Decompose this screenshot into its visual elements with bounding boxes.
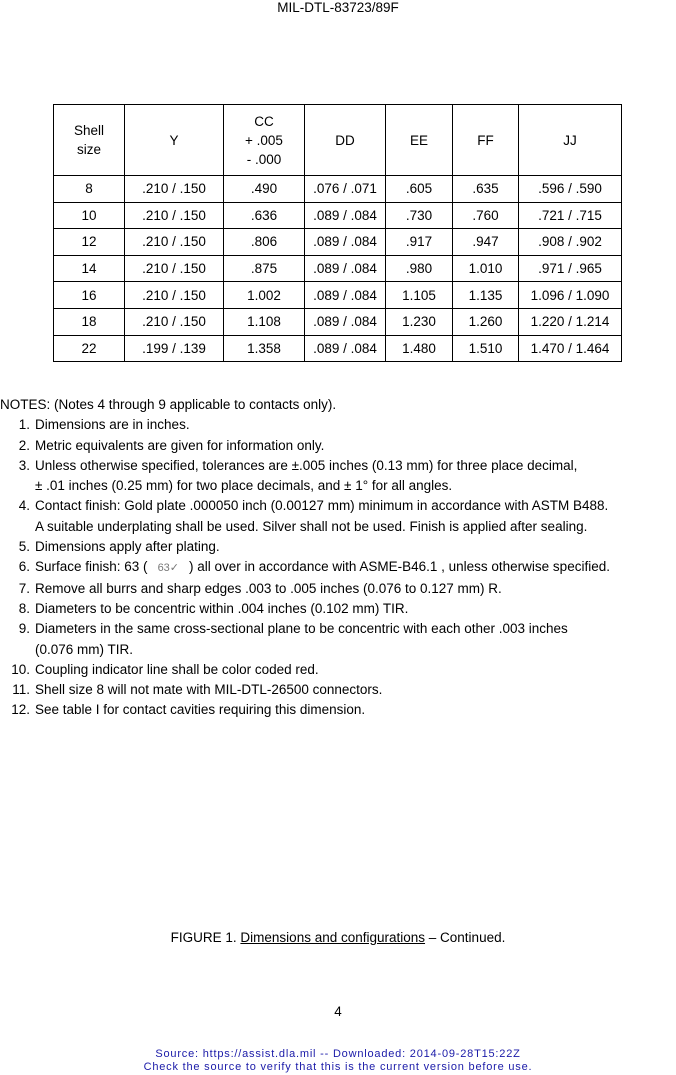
note-item bbox=[0, 537, 676, 557]
table-cell: .089 / .084 bbox=[305, 308, 386, 335]
note-text bbox=[35, 557, 610, 578]
page-number: 4 bbox=[334, 1004, 342, 1019]
table-row bbox=[54, 282, 622, 309]
table-cell: .199 / .139 bbox=[125, 335, 224, 362]
table-cell: 10 bbox=[54, 202, 125, 229]
note-item bbox=[0, 599, 676, 619]
note-item bbox=[0, 456, 676, 497]
note-continuation: (0.076 mm) TIR. bbox=[35, 641, 134, 657]
table-cell: .760 bbox=[453, 202, 519, 229]
figure-caption bbox=[0, 930, 676, 945]
dimensions-table bbox=[53, 104, 622, 362]
note-text: Coupling indicator line shall be color coded red. bbox=[35, 661, 319, 677]
table-row bbox=[54, 176, 622, 203]
column-header bbox=[453, 105, 519, 176]
note-text: Remove all burrs and sharp edges .003 to .005 inches (0.076 to 0.127 mm) R. bbox=[35, 580, 502, 596]
note-continuation: A suitable underplating shall be used. Silver shall not be used. Finish is applied after sealing. bbox=[35, 518, 588, 534]
table-cell: .730 bbox=[386, 202, 453, 229]
table-cell: 1.002 bbox=[224, 282, 305, 309]
table-cell: .490 bbox=[224, 176, 305, 203]
table-row bbox=[54, 229, 622, 256]
table-row bbox=[54, 308, 622, 335]
table-cell: 1.358 bbox=[224, 335, 305, 362]
table-cell: 1.108 bbox=[224, 308, 305, 335]
column-header bbox=[224, 105, 305, 176]
notes-heading: NOTES: (Notes 4 through 9 applicable to contacts only). bbox=[0, 397, 337, 412]
table-cell: 1.230 bbox=[386, 308, 453, 335]
note-continuation: ± .01 inches (0.25 mm) for two place decimals, and ± 1° for all angles. bbox=[35, 478, 453, 494]
table-cell: 1.220 / 1.214 bbox=[519, 308, 622, 335]
table-cell: .210 / .150 bbox=[125, 282, 224, 309]
table-row bbox=[54, 255, 622, 282]
table-cell: .210 / .150 bbox=[125, 176, 224, 203]
note-number: 9. bbox=[18, 621, 30, 637]
note-number: 3. bbox=[18, 457, 30, 473]
table-row bbox=[54, 202, 622, 229]
note-text: Metric equivalents are given for information only. bbox=[35, 437, 325, 453]
table-cell: .089 / .084 bbox=[305, 202, 386, 229]
table-row bbox=[54, 335, 622, 362]
note-text: Unless otherwise specified, tolerances are ±.005 inches (0.13 mm) for three place decimal, bbox=[35, 457, 578, 473]
column-header bbox=[125, 105, 224, 176]
table-cell: .908 / .902 bbox=[519, 229, 622, 256]
table-cell: .980 bbox=[386, 255, 453, 282]
document-id: MIL-DTL-83723/89F bbox=[277, 0, 399, 15]
column-header bbox=[54, 105, 125, 176]
note-number: 12. bbox=[11, 702, 30, 718]
note-text: Dimensions are in inches. bbox=[35, 417, 190, 433]
table-cell: .596 / .590 bbox=[519, 176, 622, 203]
header-text: FF bbox=[477, 132, 494, 148]
table-cell: .917 bbox=[386, 229, 453, 256]
header-text: Shell bbox=[73, 123, 105, 138]
table-cell: .721 / .715 bbox=[519, 202, 622, 229]
header-text: + .005 bbox=[245, 132, 283, 148]
header-text: Y bbox=[169, 132, 179, 148]
header-text: CC bbox=[254, 113, 274, 129]
note-item bbox=[0, 700, 676, 720]
table-cell: .076 / .071 bbox=[305, 176, 386, 203]
source-line: Source: https://assist.dla.mil -- Downloaded: 2014-09-28T15:22Z bbox=[155, 1048, 521, 1060]
note-number: 11. bbox=[12, 682, 30, 698]
note-item bbox=[0, 496, 676, 537]
caption-suffix: – Continued. bbox=[425, 930, 506, 945]
note-number: 8. bbox=[18, 600, 30, 616]
table-cell: 14 bbox=[54, 255, 125, 282]
note-item bbox=[0, 579, 676, 599]
table-cell: 22 bbox=[54, 335, 125, 362]
header-text: EE bbox=[409, 132, 428, 148]
note-number: 10. bbox=[11, 661, 30, 677]
caption-prefix: FIGURE 1. bbox=[170, 930, 241, 945]
column-header bbox=[386, 105, 453, 176]
table-cell: 1.260 bbox=[453, 308, 519, 335]
verify-line: Check the source to verify that this is the current version before use. bbox=[143, 1061, 533, 1073]
table-cell: .089 / .084 bbox=[305, 335, 386, 362]
note-number: 5. bbox=[18, 539, 30, 555]
table-cell: 1.105 bbox=[386, 282, 453, 309]
table-cell: .210 / .150 bbox=[125, 229, 224, 256]
note-item bbox=[0, 680, 676, 700]
note-text: Diameters in the same cross-sectional plane to be concentric with each other .003 inches bbox=[35, 621, 568, 637]
table-cell: .210 / .150 bbox=[125, 202, 224, 229]
note-number: 7. bbox=[18, 580, 30, 596]
note-item bbox=[0, 436, 676, 456]
table-cell: .875 bbox=[224, 255, 305, 282]
table-cell: 1.510 bbox=[453, 335, 519, 362]
table-cell: 18 bbox=[54, 308, 125, 335]
table-cell: .089 / .084 bbox=[305, 282, 386, 309]
note-number: 2. bbox=[18, 437, 30, 453]
note-number: 4. bbox=[18, 498, 30, 514]
note-text-pre: Surface finish: 63 ( bbox=[35, 559, 148, 575]
table-cell: .635 bbox=[453, 176, 519, 203]
note-number: 6. bbox=[18, 559, 30, 575]
column-header bbox=[519, 105, 622, 176]
note-item bbox=[0, 660, 676, 680]
note-text: Shell size 8 will not mate with MIL-DTL-26500 connectors. bbox=[35, 682, 383, 698]
table-cell: 1.135 bbox=[453, 282, 519, 309]
note-text: Dimensions apply after plating. bbox=[35, 539, 220, 555]
table-cell: .947 bbox=[453, 229, 519, 256]
table-cell: 1.096 / 1.090 bbox=[519, 282, 622, 309]
note-number: 1. bbox=[18, 417, 30, 433]
table-cell: .636 bbox=[224, 202, 305, 229]
caption-title: Dimensions and configurations bbox=[240, 930, 426, 945]
table-cell: .806 bbox=[224, 229, 305, 256]
table-cell: .210 / .150 bbox=[125, 308, 224, 335]
surface-finish-symbol-icon: 63✓ bbox=[157, 562, 180, 575]
table-cell: .210 / .150 bbox=[125, 255, 224, 282]
table-cell: 12 bbox=[54, 229, 125, 256]
header-text: - .000 bbox=[246, 151, 282, 167]
header-text: size bbox=[76, 142, 101, 157]
note-item bbox=[0, 619, 676, 660]
table-cell: .089 / .084 bbox=[305, 255, 386, 282]
table-cell: 1.480 bbox=[386, 335, 453, 362]
note-text: Diameters to be concentric within .004 inches (0.102 mm) TIR. bbox=[35, 600, 409, 616]
table-cell: 1.010 bbox=[453, 255, 519, 282]
source-notice bbox=[0, 1048, 676, 1074]
column-header bbox=[305, 105, 386, 176]
header-text: JJ bbox=[563, 132, 577, 148]
table-cell: 8 bbox=[54, 176, 125, 203]
note-text: Contact finish: Gold plate .000050 inch (0.00127 mm) minimum in accordance with ASTM B488. bbox=[35, 498, 609, 514]
note-item bbox=[0, 557, 676, 578]
table-cell: 16 bbox=[54, 282, 125, 309]
note-text: See table I for contact cavities requiring this dimension. bbox=[35, 702, 366, 718]
note-item bbox=[0, 415, 676, 435]
table-cell: .605 bbox=[386, 176, 453, 203]
table-cell: .089 / .084 bbox=[305, 229, 386, 256]
table-cell: .971 / .965 bbox=[519, 255, 622, 282]
header-text: DD bbox=[335, 132, 355, 148]
note-text-post: ) all over in accordance with ASME-B46.1 , unless otherwise specified. bbox=[189, 559, 610, 575]
table-cell: 1.470 / 1.464 bbox=[519, 335, 622, 362]
notes-section bbox=[0, 395, 676, 721]
